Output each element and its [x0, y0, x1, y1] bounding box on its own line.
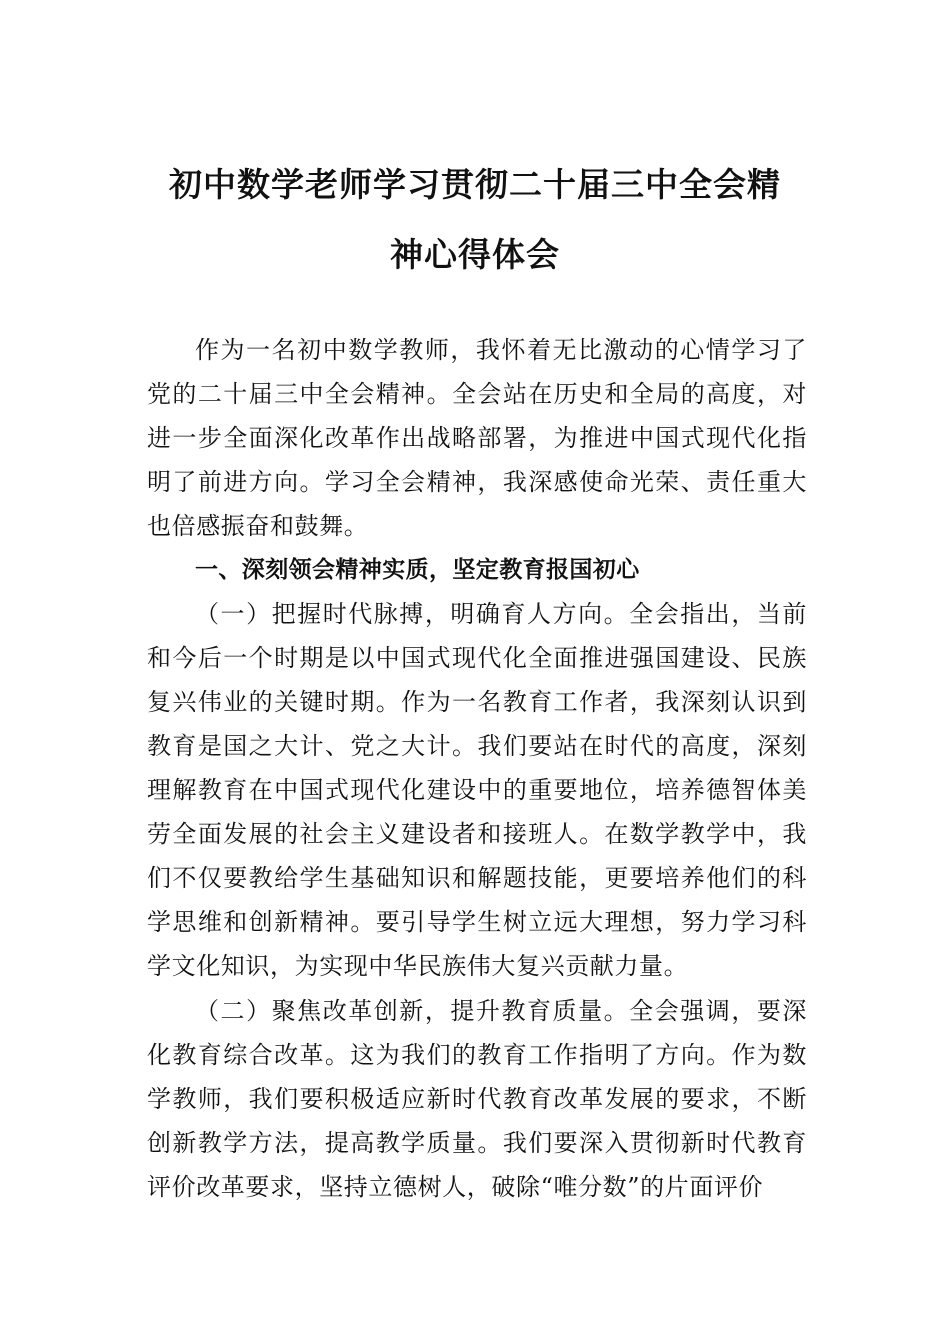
section-1-paragraph-2: （二）聚焦改革创新，提升教育质量。全会强调，要深化教育综合改革。这为我们的教育工作指明了方向。作为数学教师，我们要积极适应新时代教育改革发展的要求，不断创新教学方法，提高教学质量。我们要深入贯彻新时代教育评价改革要求，坚持立德树人，破除“唯分数”的片面评价 [147, 997, 807, 1201]
intro-paragraph: 作为一名初中数学教师，我怀着无比激动的心情学习了党的二十届三中全会精神。全会站在历史和全局的高度，对进一步全面深化改革作出战略部署，为推进中国式现代化指明了前进方向。学习全会精神，我深感使命光荣、责任重大也倍感振奋和鼓舞。 [147, 336, 807, 540]
document-title-line-2: 神心得体会 [390, 235, 560, 274]
section-1-paragraph-1: （一）把握时代脉搏，明确育人方向。全会指出，当前和今后一个时期是以中国式现代化全面推进强国建设、民族复兴伟业的关键时期。作为一名教育工作者，我深刻认识到教育是国之大计、党之大计。我们要站在时代的高度，深刻理解教育在中国式现代化建设中的重要地位，培养德智体美劳全面发展的社会主义建设者和接班人。在数学教学中，我们不仅要教给学生基础知识和解题技能，更要培养他们的科学思维和创新精神。要引导学生树立远大理想，努力学习科学文化知识，为实现中华民族伟大复兴贡献力量。 [147, 600, 807, 980]
document-title-line-1: 初中数学老师学习贯彻二十届三中全会精 [169, 165, 781, 204]
document-body [147, 328, 807, 1209]
section-1-heading: 一、深刻领会精神实质，坚定教育报国初心 [195, 557, 640, 583]
